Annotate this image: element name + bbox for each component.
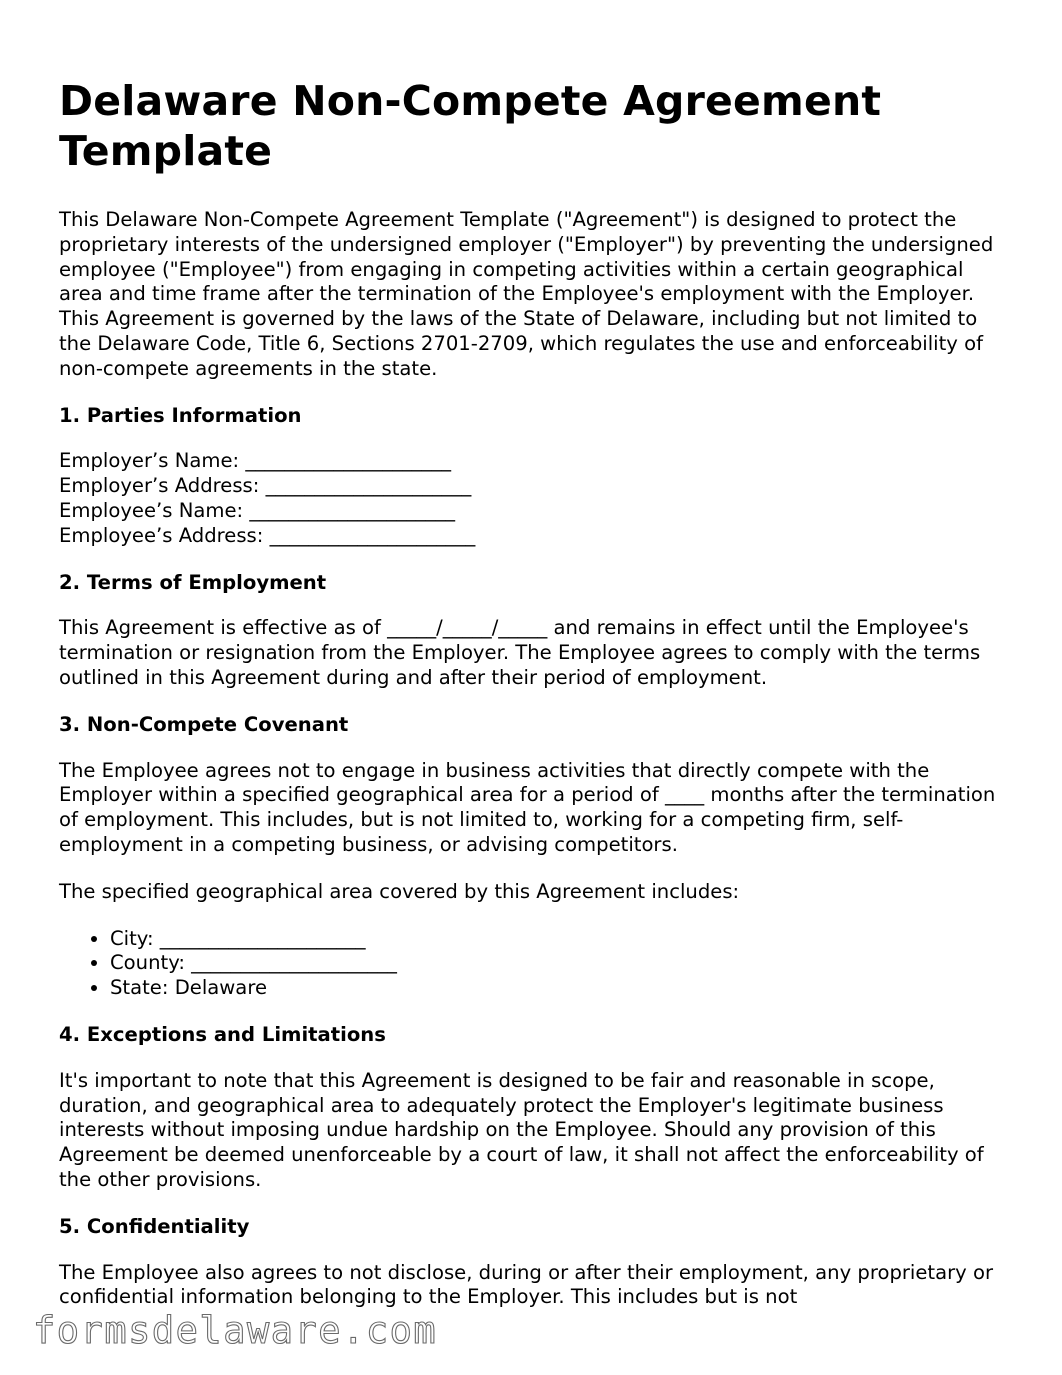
section-2-heading: 2. Terms of Employment <box>59 570 327 594</box>
list-item-state: • State: Delaware <box>110 976 1004 1001</box>
section-1-heading: 1. Parties Information <box>59 403 302 427</box>
exceptions-paragraph: It's important to note that this Agreement is designed to be fair and reasonable in scope, duration, and geographical area to adequately protect the Employer's legitimate business interests without imposing undue hardship on the Employee. Should any provision of this Agreement be deemed unenforceable by a court of law, it shall not affect the enforceability of the other provisions. <box>59 1068 984 1191</box>
document-title: Delaware Non-Compete Agreement Template <box>59 77 882 175</box>
section-4-heading: 4. Exceptions and Limitations <box>59 1022 386 1046</box>
intro-paragraph: This Delaware Non-Compete Agreement Template ("Agreement") is designed to protect the proprietary interests of the undersigned employer ("Employer") by preventing the undersigned employee ("Employee") from engaging in competing activities within a certain geographical area and time frame after the termination of the Employee's employment with the Employer. This Agreement is governed by the laws of the State of Delaware, including but not limited to the Delaware Code, Title 6, Sections 2701-2709, which regulates the use and enforceability of non-compete agreements in the state. <box>59 208 994 380</box>
list-item-county: • County: _____________________ <box>110 951 1004 976</box>
geographic-area-paragraph: The specified geographical area covered by this Agreement includes: <box>59 879 740 903</box>
confidentiality-paragraph: The Employee also agrees to not disclose, during or after their employment, any proprietary or confidential information belonging to the Employer. This includes but is not <box>59 1260 994 1309</box>
employer-name-field: Employer’s Name: _____________________ <box>59 449 452 473</box>
section-3-heading: 3. Non-Compete Covenant <box>59 712 349 736</box>
covenant-paragraph: The Employee agrees not to engage in business activities that directly compete with the Employer within a specified geographical area for a period of ____ months after the termination of employment. This includes, but is not limited to, working for a competing firm, self-employment in a competing business, or advising competitors. <box>59 758 996 856</box>
employee-name-field: Employee’s Name: _____________________ <box>59 498 456 522</box>
geographic-area-list <box>59 927 1004 1001</box>
employee-address-field: Employee’s Address: _____________________ <box>59 523 476 547</box>
parties-fields <box>59 449 1004 548</box>
document-page <box>59 76 1004 1332</box>
section-5-heading: 5. Confidentiality <box>59 1214 250 1238</box>
site-watermark: formsdelaware.com <box>33 1309 438 1352</box>
employer-address-field: Employer’s Address: _____________________ <box>59 474 472 498</box>
list-item-city: • City: _____________________ <box>110 927 1004 952</box>
terms-paragraph: This Agreement is effective as of _____/_____/_____ and remains in effect until the Employee's termination or resignation from the Employer. The Employee agrees to comply with the terms outlined in this Agreement during and after their period of employment. <box>59 616 981 689</box>
